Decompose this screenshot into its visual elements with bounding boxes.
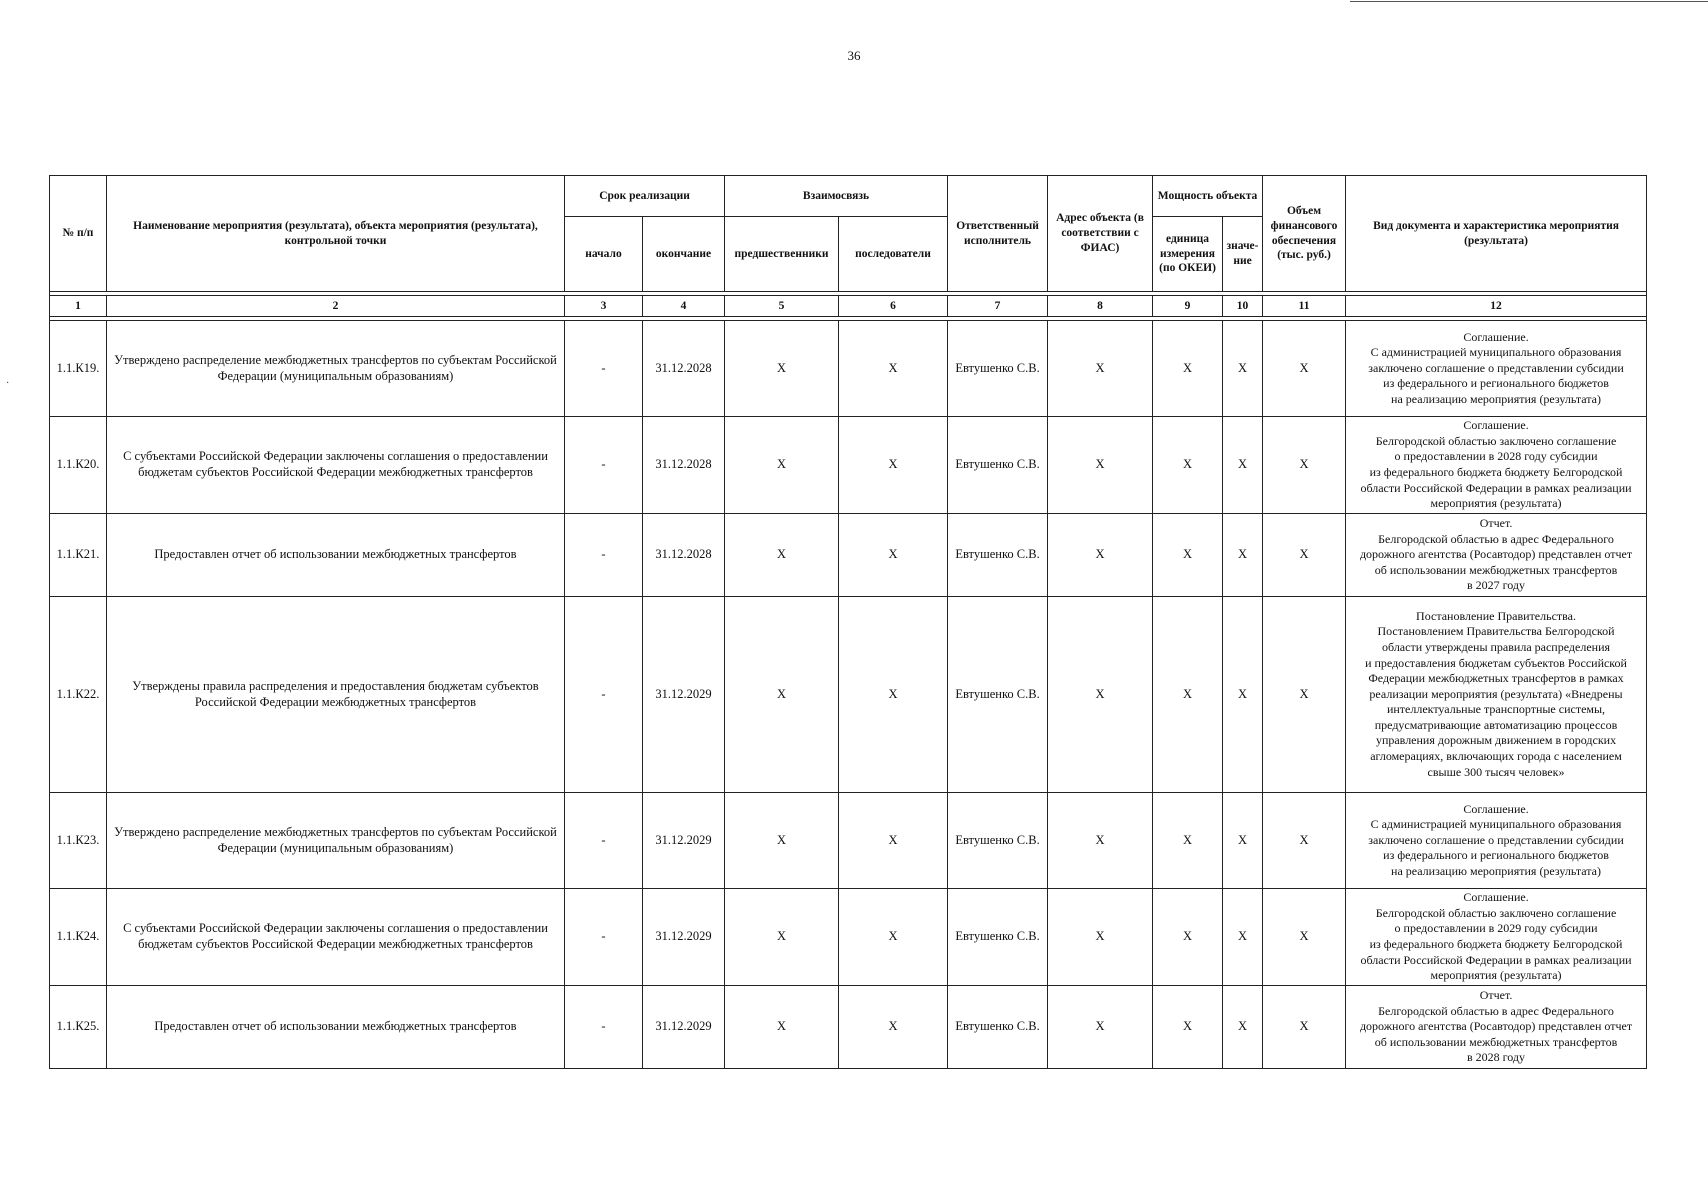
end-date: 31.12.2028 bbox=[643, 514, 725, 597]
event-name: Предоставлен отчет об использовании межбюджетных трансфертов bbox=[107, 514, 565, 597]
value-cell: X bbox=[1223, 597, 1263, 793]
doc-line: из федерального бюджета бюджету Белгородской bbox=[1369, 937, 1623, 951]
doc-line: Соглашение. bbox=[1463, 890, 1529, 905]
value-cell: X bbox=[1223, 321, 1263, 417]
col-number: 10 bbox=[1223, 296, 1263, 317]
header-responsible: Ответственный исполнитель bbox=[948, 176, 1048, 292]
end-date: 31.12.2029 bbox=[643, 597, 725, 793]
responsible-cell: Евтушенко С.В. bbox=[948, 417, 1048, 514]
doc-line: и предоставления бюджетам субъектов Российской bbox=[1365, 655, 1627, 670]
table-row bbox=[50, 597, 1647, 793]
start-date: - bbox=[565, 597, 643, 793]
header-doc: Вид документа и характеристика мероприятия (результата) bbox=[1346, 176, 1647, 292]
header-rule bbox=[1350, 1, 1708, 2]
responsible-cell: Евтушенко С.В. bbox=[948, 889, 1048, 986]
document-description bbox=[1346, 321, 1647, 417]
start-date: - bbox=[565, 889, 643, 986]
doc-line: мероприятия (результата) bbox=[1430, 496, 1562, 511]
address-cell: X bbox=[1048, 793, 1153, 889]
volume-cell: X bbox=[1263, 597, 1346, 793]
doc-line: свыше 300 тысяч человек» bbox=[1427, 764, 1565, 779]
doc-line: Белгородской областью заключено соглашение bbox=[1375, 433, 1617, 448]
row-number: 1.1.К24. bbox=[50, 889, 107, 986]
responsible-cell: Евтушенко С.В. bbox=[948, 514, 1048, 597]
col-number: 9 bbox=[1153, 296, 1223, 317]
responsible-cell: Евтушенко С.В. bbox=[948, 793, 1048, 889]
start-date: - bbox=[565, 417, 643, 514]
end-date: 31.12.2029 bbox=[643, 793, 725, 889]
col-number: 8 bbox=[1048, 296, 1153, 317]
value-cell: X bbox=[1223, 793, 1263, 889]
document-description bbox=[1346, 793, 1647, 889]
doc-line: заключено соглашение о представлении субсидии bbox=[1368, 832, 1624, 847]
predecessors-cell: X bbox=[725, 986, 839, 1069]
address-cell: X bbox=[1048, 986, 1153, 1069]
volume-cell: X bbox=[1263, 986, 1346, 1069]
header-capacity: Мощность объекта bbox=[1153, 176, 1263, 217]
event-name: Утверждено распределение межбюджетных трансфертов по субъектам Российской Федерации (муниципальным образованиям) bbox=[107, 793, 565, 889]
doc-line: дорожного агентства (Росавтодор) представлен отчет bbox=[1359, 1019, 1633, 1034]
unit-cell: X bbox=[1153, 986, 1223, 1069]
doc-line: Постановлением Правительства Белгородской bbox=[1377, 624, 1615, 639]
doc-line: в 2027 году bbox=[1466, 578, 1526, 593]
volume-cell: X bbox=[1263, 514, 1346, 597]
doc-line: области Российской Федерации в рамках реализации bbox=[1360, 480, 1632, 495]
volume-cell: X bbox=[1263, 793, 1346, 889]
successors-cell: X bbox=[839, 597, 948, 793]
predecessors-cell: X bbox=[725, 321, 839, 417]
row-number: 1.1.К19. bbox=[50, 321, 107, 417]
col-number: 1 bbox=[50, 296, 107, 317]
doc-line: об использовании межбюджетных трансфертов bbox=[1374, 562, 1618, 577]
header-start: начало bbox=[565, 217, 643, 292]
col-number: 11 bbox=[1263, 296, 1346, 317]
header-unit: единица измерения (по ОКЕИ) bbox=[1153, 217, 1223, 292]
col-number: 6 bbox=[839, 296, 948, 317]
row-number: 1.1.К21. bbox=[50, 514, 107, 597]
header-relation: Взаимосвязь bbox=[725, 176, 948, 217]
unit-cell: X bbox=[1153, 321, 1223, 417]
column-number-row bbox=[50, 296, 1647, 317]
doc-line: об использовании межбюджетных трансфертов bbox=[1374, 1034, 1618, 1049]
address-cell: X bbox=[1048, 889, 1153, 986]
predecessors-cell: X bbox=[725, 889, 839, 986]
header-predecessors: предшественники bbox=[725, 217, 839, 292]
header-volume: Объем финансового обеспечения (тыс. руб.) bbox=[1263, 176, 1346, 292]
doc-line: Постановление Правительства. bbox=[1416, 608, 1576, 623]
table-row bbox=[50, 321, 1647, 417]
doc-line: о предоставлении в 2029 году субсидии bbox=[1394, 921, 1598, 936]
doc-line: Отчет. bbox=[1479, 988, 1513, 1003]
event-name: Предоставлен отчет об использовании межбюджетных трансфертов bbox=[107, 986, 565, 1069]
event-name: С субъектами Российской Федерации заключены соглашения о предоставлении бюджетам субъектов Российской Федерации межбюджетных трансфертов bbox=[107, 417, 565, 514]
doc-line: предусматривающие автоматизацию процессов bbox=[1374, 717, 1618, 732]
address-cell: X bbox=[1048, 514, 1153, 597]
doc-line: управления дорожным движением в городских bbox=[1375, 733, 1617, 748]
unit-cell: X bbox=[1153, 793, 1223, 889]
start-date: - bbox=[565, 793, 643, 889]
doc-line: заключено соглашение о представлении субсидии bbox=[1368, 360, 1624, 375]
table-row bbox=[50, 986, 1647, 1069]
unit-cell: X bbox=[1153, 597, 1223, 793]
header-end: окончание bbox=[643, 217, 725, 292]
document-description bbox=[1346, 986, 1647, 1069]
end-date: 31.12.2029 bbox=[643, 889, 725, 986]
volume-cell: X bbox=[1263, 889, 1346, 986]
volume-cell: X bbox=[1263, 417, 1346, 514]
successors-cell: X bbox=[839, 986, 948, 1069]
event-name: С субъектами Российской Федерации заключены соглашения о предоставлении бюджетам субъектов Российской Федерации межбюджетных трансфертов bbox=[107, 889, 565, 986]
doc-line: мероприятия (результата) bbox=[1430, 968, 1562, 983]
doc-line: области Российской Федерации в рамках реализации bbox=[1360, 952, 1632, 967]
header-name: Наименование мероприятия (результата), объекта мероприятия (результата), контрольной точки bbox=[107, 176, 565, 292]
header-num: № п/п bbox=[50, 176, 107, 292]
start-date: - bbox=[565, 514, 643, 597]
responsible-cell: Евтушенко С.В. bbox=[948, 597, 1048, 793]
start-date: - bbox=[565, 986, 643, 1069]
col-number: 12 bbox=[1346, 296, 1647, 317]
predecessors-cell: X bbox=[725, 597, 839, 793]
unit-cell: X bbox=[1153, 417, 1223, 514]
table-row bbox=[50, 889, 1647, 986]
header-value: значе-ние bbox=[1223, 217, 1263, 292]
value-cell: X bbox=[1223, 514, 1263, 597]
predecessors-cell: X bbox=[725, 514, 839, 597]
responsible-cell: Евтушенко С.В. bbox=[948, 321, 1048, 417]
doc-line: интеллектуальные транспортные системы, bbox=[1386, 702, 1606, 717]
doc-line: Федерации межбюджетных трансфертов в рамках bbox=[1368, 671, 1624, 686]
volume-cell: X bbox=[1263, 321, 1346, 417]
doc-line: из федерального и регионального бюджетов bbox=[1383, 848, 1609, 863]
doc-line: области утверждены правила распределения bbox=[1382, 639, 1611, 654]
doc-line: Соглашение. bbox=[1463, 329, 1529, 344]
header-period: Срок реализации bbox=[565, 176, 725, 217]
unit-cell: X bbox=[1153, 514, 1223, 597]
doc-line: реализации мероприятия (результата) «Внедрены bbox=[1369, 686, 1623, 701]
doc-line: в 2028 году bbox=[1466, 1050, 1526, 1065]
col-number: 3 bbox=[565, 296, 643, 317]
doc-line: на реализацию мероприятия (результата) bbox=[1391, 391, 1601, 406]
doc-line: Соглашение. bbox=[1463, 801, 1529, 816]
row-number: 1.1.К20. bbox=[50, 417, 107, 514]
doc-line: С администрацией муниципального образования bbox=[1370, 345, 1622, 360]
doc-line: Соглашение. bbox=[1463, 418, 1529, 433]
doc-line: дорожного агентства (Росавтодор) представлен отчет bbox=[1359, 547, 1633, 562]
doc-line: о предоставлении в 2028 году субсидии bbox=[1394, 449, 1598, 464]
successors-cell: X bbox=[839, 321, 948, 417]
table-row bbox=[50, 417, 1647, 514]
end-date: 31.12.2029 bbox=[643, 986, 725, 1069]
event-name: Утверждены правила распределения и предоставления бюджетам субъектов Российской Федерации межбюджетных трансфертов bbox=[107, 597, 565, 793]
address-cell: X bbox=[1048, 321, 1153, 417]
end-date: 31.12.2028 bbox=[643, 321, 725, 417]
value-cell: X bbox=[1223, 417, 1263, 514]
doc-line: Белгородской областью заключено соглашение bbox=[1375, 905, 1617, 920]
address-cell: X bbox=[1048, 417, 1153, 514]
predecessors-cell: X bbox=[725, 417, 839, 514]
page-number: 36 bbox=[847, 48, 861, 63]
predecessors-cell: X bbox=[725, 793, 839, 889]
doc-line: из федерального и регионального бюджетов bbox=[1383, 376, 1609, 391]
col-number: 4 bbox=[643, 296, 725, 317]
responsible-cell: Евтушенко С.В. bbox=[948, 986, 1048, 1069]
table-row bbox=[50, 793, 1647, 889]
margin-mark: · bbox=[6, 378, 10, 389]
event-name: Утверждено распределение межбюджетных трансфертов по субъектам Российской Федерации (муниципальным образованиям) bbox=[107, 321, 565, 417]
row-number: 1.1.К22. bbox=[50, 597, 107, 793]
document-description bbox=[1346, 417, 1647, 514]
table-body bbox=[50, 321, 1647, 1069]
document-description bbox=[1346, 889, 1647, 986]
col-number: 7 bbox=[948, 296, 1048, 317]
doc-line: из федерального бюджета бюджету Белгородской bbox=[1369, 465, 1623, 479]
value-cell: X bbox=[1223, 889, 1263, 986]
doc-line: С администрацией муниципального образования bbox=[1370, 817, 1622, 832]
document-description bbox=[1346, 514, 1647, 597]
doc-line: Отчет. bbox=[1479, 516, 1513, 531]
events-table bbox=[49, 175, 1647, 1069]
col-number: 2 bbox=[107, 296, 565, 317]
doc-line: Белгородской областью в адрес Федерального bbox=[1378, 531, 1614, 546]
header-address: Адрес объекта (в соответствии с ФИАС) bbox=[1048, 176, 1153, 292]
successors-cell: X bbox=[839, 514, 948, 597]
doc-line: агломерациях, включающих города с населением bbox=[1370, 749, 1622, 764]
start-date: - bbox=[565, 321, 643, 417]
doc-line: на реализацию мероприятия (результата) bbox=[1391, 863, 1601, 878]
successors-cell: X bbox=[839, 793, 948, 889]
unit-cell: X bbox=[1153, 889, 1223, 986]
successors-cell: X bbox=[839, 889, 948, 986]
document-description bbox=[1346, 597, 1647, 793]
successors-cell: X bbox=[839, 417, 948, 514]
table-row bbox=[50, 514, 1647, 597]
row-number: 1.1.К25. bbox=[50, 986, 107, 1069]
header-successors: последователи bbox=[839, 217, 948, 292]
doc-line: Белгородской областью в адрес Федерального bbox=[1378, 1003, 1614, 1018]
col-number: 5 bbox=[725, 296, 839, 317]
row-number: 1.1.К23. bbox=[50, 793, 107, 889]
value-cell: X bbox=[1223, 986, 1263, 1069]
address-cell: X bbox=[1048, 597, 1153, 793]
end-date: 31.12.2028 bbox=[643, 417, 725, 514]
